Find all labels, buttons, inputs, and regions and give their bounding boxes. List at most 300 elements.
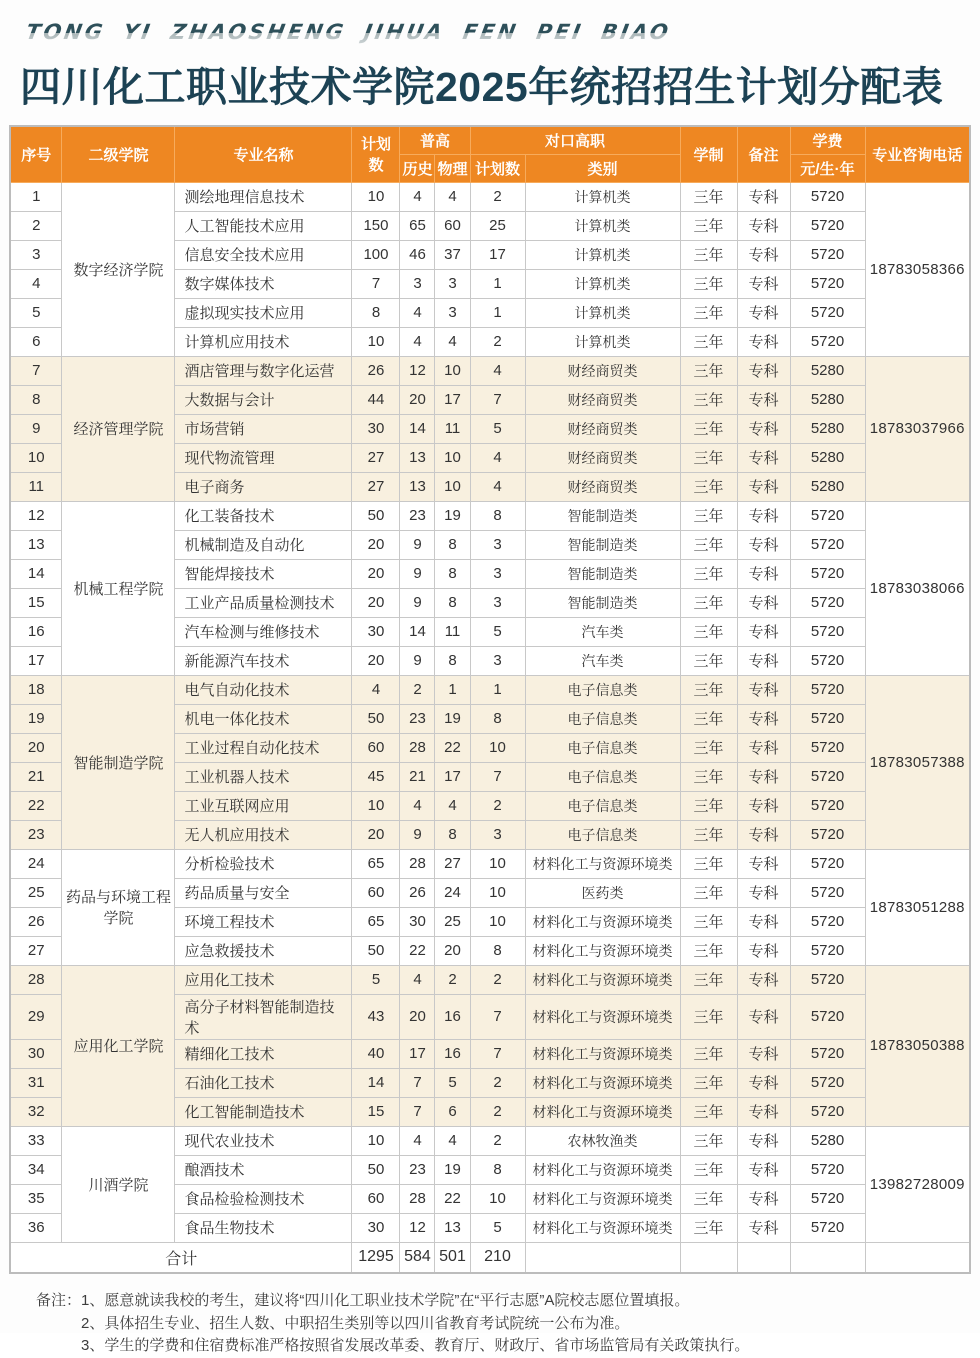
history-cell: 21 bbox=[400, 762, 435, 791]
major-cell: 工业过程自动化技术 bbox=[175, 733, 352, 762]
voc-plan-cell: 1 bbox=[470, 269, 525, 298]
plan-cell: 26 bbox=[352, 356, 400, 385]
plan-cell: 30 bbox=[352, 414, 400, 443]
plan-cell: 14 bbox=[352, 1068, 400, 1097]
duration-cell: 三年 bbox=[680, 327, 737, 356]
history-cell: 26 bbox=[400, 878, 435, 907]
history-cell: 7 bbox=[400, 1097, 435, 1126]
physics-cell: 37 bbox=[435, 240, 470, 269]
plan-cell: 45 bbox=[352, 762, 400, 791]
table-body bbox=[10, 182, 970, 1242]
note-cell: 专科 bbox=[737, 530, 790, 559]
history-cell: 12 bbox=[400, 356, 435, 385]
history-cell: 14 bbox=[400, 617, 435, 646]
header-leibie: 类别 bbox=[525, 154, 680, 182]
table-header bbox=[10, 126, 970, 182]
physics-cell: 8 bbox=[435, 646, 470, 675]
banner-pinyin-text: TONG YI ZHAOSHENG JIHUA FEN PEI BIAO bbox=[24, 20, 980, 44]
tuition-cell: 5720 bbox=[790, 994, 865, 1039]
major-cell: 分析检验技术 bbox=[175, 849, 352, 878]
header-erji-xueyuan: 二级学院 bbox=[62, 126, 175, 182]
plan-cell: 150 bbox=[352, 211, 400, 240]
plan-cell: 4 bbox=[352, 675, 400, 704]
plan-cell: 20 bbox=[352, 559, 400, 588]
header-lishi: 历史 bbox=[400, 154, 435, 182]
note-cell: 专科 bbox=[737, 733, 790, 762]
history-cell: 4 bbox=[400, 965, 435, 994]
note-cell: 专科 bbox=[737, 240, 790, 269]
major-cell: 无人机应用技术 bbox=[175, 820, 352, 849]
major-cell: 汽车检测与维修技术 bbox=[175, 617, 352, 646]
row-number-cell: 6 bbox=[10, 327, 62, 356]
note-cell: 专科 bbox=[737, 1068, 790, 1097]
physics-cell: 8 bbox=[435, 820, 470, 849]
physics-cell: 10 bbox=[435, 443, 470, 472]
duration-cell: 三年 bbox=[680, 704, 737, 733]
duration-cell: 三年 bbox=[680, 1126, 737, 1155]
history-cell: 22 bbox=[400, 936, 435, 965]
table-row bbox=[10, 501, 970, 530]
row-number-cell: 2 bbox=[10, 211, 62, 240]
duration-cell: 三年 bbox=[680, 617, 737, 646]
major-cell: 食品生物技术 bbox=[175, 1213, 352, 1242]
voc-category-cell: 农林牧渔类 bbox=[525, 1126, 680, 1155]
header-xuefei: 学费 bbox=[790, 126, 865, 154]
voc-category-cell: 汽车类 bbox=[525, 646, 680, 675]
history-cell: 4 bbox=[400, 298, 435, 327]
history-cell: 20 bbox=[400, 385, 435, 414]
voc-plan-cell: 2 bbox=[470, 1068, 525, 1097]
voc-category-cell: 计算机类 bbox=[525, 211, 680, 240]
voc-category-cell: 材料化工与资源环境类 bbox=[525, 1155, 680, 1184]
total-history-cell: 584 bbox=[400, 1242, 435, 1273]
row-number-cell: 33 bbox=[10, 1126, 62, 1155]
note-cell: 专科 bbox=[737, 1097, 790, 1126]
history-cell: 9 bbox=[400, 559, 435, 588]
major-cell: 工业产品质量检测技术 bbox=[175, 588, 352, 617]
history-cell: 28 bbox=[400, 1184, 435, 1213]
note-cell: 专科 bbox=[737, 1126, 790, 1155]
voc-plan-cell: 25 bbox=[470, 211, 525, 240]
physics-cell: 17 bbox=[435, 385, 470, 414]
voc-plan-cell: 4 bbox=[470, 443, 525, 472]
duration-cell: 三年 bbox=[680, 356, 737, 385]
physics-cell: 11 bbox=[435, 617, 470, 646]
row-number-cell: 32 bbox=[10, 1097, 62, 1126]
history-cell: 23 bbox=[400, 1155, 435, 1184]
physics-cell: 5 bbox=[435, 1068, 470, 1097]
duration-cell: 三年 bbox=[680, 878, 737, 907]
physics-cell: 8 bbox=[435, 588, 470, 617]
duration-cell: 三年 bbox=[680, 733, 737, 762]
voc-plan-cell: 2 bbox=[470, 327, 525, 356]
tuition-cell: 5720 bbox=[790, 182, 865, 211]
row-number-cell: 25 bbox=[10, 878, 62, 907]
row-number-cell: 24 bbox=[10, 849, 62, 878]
voc-plan-cell: 2 bbox=[470, 1097, 525, 1126]
row-number-cell: 11 bbox=[10, 472, 62, 501]
physics-cell: 60 bbox=[435, 211, 470, 240]
note-cell: 专科 bbox=[737, 617, 790, 646]
tuition-cell: 5720 bbox=[790, 936, 865, 965]
plan-cell: 60 bbox=[352, 733, 400, 762]
history-cell: 46 bbox=[400, 240, 435, 269]
note-cell: 专科 bbox=[737, 327, 790, 356]
voc-plan-cell: 8 bbox=[470, 1155, 525, 1184]
tuition-cell: 5280 bbox=[790, 385, 865, 414]
total-empty-duration-cell bbox=[680, 1242, 737, 1273]
tuition-cell: 5720 bbox=[790, 501, 865, 530]
college-cell: 智能制造学院 bbox=[62, 675, 175, 849]
enrollment-plan-table bbox=[9, 125, 971, 1274]
plan-cell: 8 bbox=[352, 298, 400, 327]
row-number-cell: 9 bbox=[10, 414, 62, 443]
plan-cell: 15 bbox=[352, 1097, 400, 1126]
note-cell: 专科 bbox=[737, 182, 790, 211]
duration-cell: 三年 bbox=[680, 1213, 737, 1242]
physics-cell: 8 bbox=[435, 559, 470, 588]
duration-cell: 三年 bbox=[680, 530, 737, 559]
total-empty-note-cell bbox=[737, 1242, 790, 1273]
note-cell: 专科 bbox=[737, 211, 790, 240]
note-cell: 专科 bbox=[737, 849, 790, 878]
voc-category-cell: 材料化工与资源环境类 bbox=[525, 1097, 680, 1126]
voc-category-cell: 财经商贸类 bbox=[525, 472, 680, 501]
voc-plan-cell: 10 bbox=[470, 733, 525, 762]
voc-category-cell: 电子信息类 bbox=[525, 733, 680, 762]
plan-cell: 60 bbox=[352, 1184, 400, 1213]
row-number-cell: 13 bbox=[10, 530, 62, 559]
total-empty-category-cell bbox=[525, 1242, 680, 1273]
tuition-cell: 5280 bbox=[790, 472, 865, 501]
duration-cell: 三年 bbox=[680, 762, 737, 791]
history-cell: 12 bbox=[400, 1213, 435, 1242]
major-cell: 石油化工技术 bbox=[175, 1068, 352, 1097]
footnotes-label: 备注： bbox=[36, 1292, 82, 1309]
tuition-cell: 5720 bbox=[790, 733, 865, 762]
history-cell: 30 bbox=[400, 907, 435, 936]
footnotes bbox=[36, 1290, 960, 1358]
footnote-item: 2、具体招生专业、招生人数、中职招生类别等以四川省教育考试院统一公布为准。 bbox=[81, 1314, 630, 1332]
note-cell: 专科 bbox=[737, 1213, 790, 1242]
history-cell: 23 bbox=[400, 501, 435, 530]
note-cell: 专科 bbox=[737, 646, 790, 675]
duration-cell: 三年 bbox=[680, 240, 737, 269]
tuition-cell: 5720 bbox=[790, 762, 865, 791]
table-row bbox=[10, 182, 970, 211]
note-cell: 专科 bbox=[737, 501, 790, 530]
voc-plan-cell: 10 bbox=[470, 907, 525, 936]
voc-plan-cell: 3 bbox=[470, 588, 525, 617]
row-number-cell: 35 bbox=[10, 1184, 62, 1213]
physics-cell: 2 bbox=[435, 965, 470, 994]
table-row bbox=[10, 356, 970, 385]
voc-plan-cell: 4 bbox=[470, 472, 525, 501]
major-cell: 电子商务 bbox=[175, 472, 352, 501]
physics-cell: 19 bbox=[435, 1155, 470, 1184]
physics-cell: 17 bbox=[435, 762, 470, 791]
row-number-cell: 21 bbox=[10, 762, 62, 791]
tuition-cell: 5720 bbox=[790, 675, 865, 704]
plan-cell: 10 bbox=[352, 182, 400, 211]
history-cell: 17 bbox=[400, 1039, 435, 1068]
row-number-cell: 19 bbox=[10, 704, 62, 733]
tuition-cell: 5720 bbox=[790, 1097, 865, 1126]
plan-cell: 44 bbox=[352, 385, 400, 414]
plan-cell: 7 bbox=[352, 269, 400, 298]
row-number-cell: 22 bbox=[10, 791, 62, 820]
major-cell: 市场营销 bbox=[175, 414, 352, 443]
voc-plan-cell: 4 bbox=[470, 356, 525, 385]
physics-cell: 20 bbox=[435, 936, 470, 965]
duration-cell: 三年 bbox=[680, 820, 737, 849]
header-dianhua: 专业咨询电话 bbox=[865, 126, 970, 182]
tuition-cell: 5720 bbox=[790, 849, 865, 878]
voc-category-cell: 材料化工与资源环境类 bbox=[525, 994, 680, 1039]
voc-category-cell: 智能制造类 bbox=[525, 559, 680, 588]
row-number-cell: 4 bbox=[10, 269, 62, 298]
row-number-cell: 17 bbox=[10, 646, 62, 675]
phone-cell: 18783057388 bbox=[865, 675, 970, 849]
history-cell: 28 bbox=[400, 733, 435, 762]
plan-cell: 27 bbox=[352, 443, 400, 472]
note-cell: 专科 bbox=[737, 1039, 790, 1068]
history-cell: 9 bbox=[400, 820, 435, 849]
note-cell: 专科 bbox=[737, 878, 790, 907]
major-cell: 酿酒技术 bbox=[175, 1155, 352, 1184]
tuition-cell: 5720 bbox=[790, 791, 865, 820]
voc-category-cell: 计算机类 bbox=[525, 182, 680, 211]
row-number-cell: 23 bbox=[10, 820, 62, 849]
voc-category-cell: 财经商贸类 bbox=[525, 385, 680, 414]
major-cell: 电气自动化技术 bbox=[175, 675, 352, 704]
physics-cell: 10 bbox=[435, 472, 470, 501]
note-cell: 专科 bbox=[737, 385, 790, 414]
note-cell: 专科 bbox=[737, 443, 790, 472]
tuition-cell: 5720 bbox=[790, 878, 865, 907]
tuition-cell: 5280 bbox=[790, 1126, 865, 1155]
tuition-cell: 5720 bbox=[790, 530, 865, 559]
history-cell: 13 bbox=[400, 443, 435, 472]
row-number-cell: 36 bbox=[10, 1213, 62, 1242]
voc-category-cell: 计算机类 bbox=[525, 240, 680, 269]
plan-cell: 5 bbox=[352, 965, 400, 994]
plan-cell: 20 bbox=[352, 530, 400, 559]
major-cell: 环境工程技术 bbox=[175, 907, 352, 936]
total-voc-plan-cell: 210 bbox=[470, 1242, 525, 1273]
row-number-cell: 15 bbox=[10, 588, 62, 617]
major-cell: 计算机应用技术 bbox=[175, 327, 352, 356]
plan-cell: 50 bbox=[352, 501, 400, 530]
major-cell: 智能焊接技术 bbox=[175, 559, 352, 588]
physics-cell: 22 bbox=[435, 733, 470, 762]
voc-plan-cell: 2 bbox=[470, 1126, 525, 1155]
plan-cell: 60 bbox=[352, 878, 400, 907]
voc-plan-cell: 17 bbox=[470, 240, 525, 269]
physics-cell: 1 bbox=[435, 675, 470, 704]
tuition-cell: 5720 bbox=[790, 646, 865, 675]
history-cell: 9 bbox=[400, 646, 435, 675]
plan-cell: 10 bbox=[352, 1126, 400, 1155]
voc-plan-cell: 7 bbox=[470, 385, 525, 414]
tuition-cell: 5720 bbox=[790, 559, 865, 588]
total-empty-tuition-cell bbox=[790, 1242, 865, 1273]
voc-plan-cell: 7 bbox=[470, 762, 525, 791]
phone-cell: 18783051288 bbox=[865, 849, 970, 965]
physics-cell: 13 bbox=[435, 1213, 470, 1242]
duration-cell: 三年 bbox=[680, 211, 737, 240]
plan-cell: 50 bbox=[352, 936, 400, 965]
row-number-cell: 12 bbox=[10, 501, 62, 530]
plan-cell: 10 bbox=[352, 791, 400, 820]
major-cell: 新能源汽车技术 bbox=[175, 646, 352, 675]
plan-cell: 100 bbox=[352, 240, 400, 269]
table-row bbox=[10, 849, 970, 878]
major-cell: 高分子材料智能制造技术 bbox=[175, 994, 352, 1039]
voc-plan-cell: 3 bbox=[470, 820, 525, 849]
total-plan-cell: 1295 bbox=[352, 1242, 400, 1273]
duration-cell: 三年 bbox=[680, 1097, 737, 1126]
row-number-cell: 8 bbox=[10, 385, 62, 414]
row-number-cell: 29 bbox=[10, 994, 62, 1039]
major-cell: 工业互联网应用 bbox=[175, 791, 352, 820]
phone-cell: 13982728009 bbox=[865, 1126, 970, 1242]
physics-cell: 16 bbox=[435, 1039, 470, 1068]
voc-category-cell: 材料化工与资源环境类 bbox=[525, 936, 680, 965]
voc-category-cell: 计算机类 bbox=[525, 327, 680, 356]
tuition-cell: 5720 bbox=[790, 704, 865, 733]
physics-cell: 24 bbox=[435, 878, 470, 907]
duration-cell: 三年 bbox=[680, 1039, 737, 1068]
physics-cell: 10 bbox=[435, 356, 470, 385]
major-cell: 应急救援技术 bbox=[175, 936, 352, 965]
major-cell: 虚拟现实技术应用 bbox=[175, 298, 352, 327]
duration-cell: 三年 bbox=[680, 907, 737, 936]
note-cell: 专科 bbox=[737, 791, 790, 820]
header-wuli: 物理 bbox=[435, 154, 470, 182]
college-cell: 数字经济学院 bbox=[62, 182, 175, 356]
tuition-cell: 5720 bbox=[790, 1155, 865, 1184]
voc-category-cell: 医药类 bbox=[525, 878, 680, 907]
voc-category-cell: 电子信息类 bbox=[525, 791, 680, 820]
total-empty-phone-cell bbox=[865, 1242, 970, 1273]
tuition-cell: 5280 bbox=[790, 356, 865, 385]
voc-plan-cell: 8 bbox=[470, 936, 525, 965]
row-number-cell: 3 bbox=[10, 240, 62, 269]
duration-cell: 三年 bbox=[680, 994, 737, 1039]
history-cell: 4 bbox=[400, 1126, 435, 1155]
row-number-cell: 26 bbox=[10, 907, 62, 936]
voc-category-cell: 材料化工与资源环境类 bbox=[525, 1213, 680, 1242]
major-cell: 现代农业技术 bbox=[175, 1126, 352, 1155]
plan-cell: 40 bbox=[352, 1039, 400, 1068]
duration-cell: 三年 bbox=[680, 1068, 737, 1097]
header-xuefei-unit: 元/生·年 bbox=[790, 154, 865, 182]
note-cell: 专科 bbox=[737, 675, 790, 704]
history-cell: 23 bbox=[400, 704, 435, 733]
row-number-cell: 10 bbox=[10, 443, 62, 472]
duration-cell: 三年 bbox=[680, 501, 737, 530]
note-cell: 专科 bbox=[737, 907, 790, 936]
row-number-cell: 5 bbox=[10, 298, 62, 327]
voc-plan-cell: 3 bbox=[470, 646, 525, 675]
duration-cell: 三年 bbox=[680, 1155, 737, 1184]
tuition-cell: 5720 bbox=[790, 1068, 865, 1097]
voc-category-cell: 材料化工与资源环境类 bbox=[525, 1039, 680, 1068]
voc-plan-cell: 3 bbox=[470, 559, 525, 588]
tuition-cell: 5720 bbox=[790, 965, 865, 994]
total-row bbox=[10, 1242, 970, 1273]
table-footer bbox=[10, 1242, 970, 1273]
history-cell: 9 bbox=[400, 588, 435, 617]
voc-plan-cell: 10 bbox=[470, 1184, 525, 1213]
tuition-cell: 5720 bbox=[790, 240, 865, 269]
note-cell: 专科 bbox=[737, 994, 790, 1039]
college-cell: 川酒学院 bbox=[62, 1126, 175, 1242]
total-label-cell: 合计 bbox=[10, 1242, 352, 1273]
tuition-cell: 5720 bbox=[790, 298, 865, 327]
voc-category-cell: 材料化工与资源环境类 bbox=[525, 965, 680, 994]
plan-cell: 27 bbox=[352, 472, 400, 501]
header-duikou-gaozhi: 对口高职 bbox=[470, 126, 680, 154]
header-pugao: 普高 bbox=[400, 126, 470, 154]
voc-category-cell: 智能制造类 bbox=[525, 588, 680, 617]
physics-cell: 3 bbox=[435, 269, 470, 298]
tuition-cell: 5720 bbox=[790, 1184, 865, 1213]
major-cell: 数字媒体技术 bbox=[175, 269, 352, 298]
voc-category-cell: 财经商贸类 bbox=[525, 356, 680, 385]
plan-cell: 30 bbox=[352, 617, 400, 646]
college-cell: 应用化工学院 bbox=[62, 965, 175, 1126]
college-cell: 机械工程学院 bbox=[62, 501, 175, 675]
duration-cell: 三年 bbox=[680, 675, 737, 704]
physics-cell: 19 bbox=[435, 704, 470, 733]
voc-category-cell: 智能制造类 bbox=[525, 501, 680, 530]
voc-category-cell: 材料化工与资源环境类 bbox=[525, 1184, 680, 1213]
plan-cell: 20 bbox=[352, 588, 400, 617]
tuition-cell: 5280 bbox=[790, 443, 865, 472]
tuition-cell: 5720 bbox=[790, 820, 865, 849]
row-number-cell: 7 bbox=[10, 356, 62, 385]
note-cell: 专科 bbox=[737, 820, 790, 849]
table-row bbox=[10, 675, 970, 704]
voc-plan-cell: 3 bbox=[470, 530, 525, 559]
voc-plan-cell: 2 bbox=[470, 791, 525, 820]
voc-plan-cell: 5 bbox=[470, 1213, 525, 1242]
note-cell: 专科 bbox=[737, 588, 790, 617]
voc-category-cell: 材料化工与资源环境类 bbox=[525, 849, 680, 878]
header-duikou-jihua-shu: 计划数 bbox=[470, 154, 525, 182]
plan-cell: 50 bbox=[352, 704, 400, 733]
voc-category-cell: 电子信息类 bbox=[525, 704, 680, 733]
plan-cell: 10 bbox=[352, 327, 400, 356]
voc-plan-cell: 1 bbox=[470, 298, 525, 327]
duration-cell: 三年 bbox=[680, 936, 737, 965]
major-cell: 人工智能技术应用 bbox=[175, 211, 352, 240]
phone-cell: 18783037966 bbox=[865, 356, 970, 501]
college-cell: 药品与环境工程学院 bbox=[62, 849, 175, 965]
history-cell: 4 bbox=[400, 791, 435, 820]
voc-plan-cell: 8 bbox=[470, 704, 525, 733]
history-cell: 7 bbox=[400, 1068, 435, 1097]
row-number-cell: 18 bbox=[10, 675, 62, 704]
history-cell: 13 bbox=[400, 472, 435, 501]
footnotes-list bbox=[81, 1290, 749, 1358]
physics-cell: 11 bbox=[435, 414, 470, 443]
header-jihua-shu: 计划数 bbox=[352, 126, 400, 182]
voc-plan-cell: 7 bbox=[470, 994, 525, 1039]
duration-cell: 三年 bbox=[680, 269, 737, 298]
